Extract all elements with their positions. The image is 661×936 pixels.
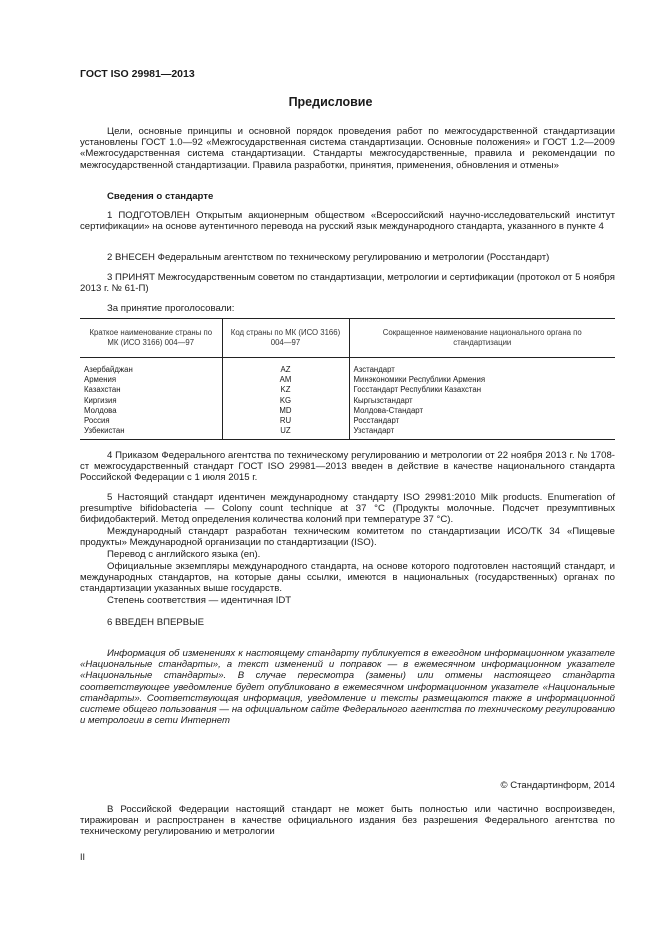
table-cell-code: AZ [222,358,349,376]
table-row [80,358,615,376]
table-cell-code: RU [222,416,349,426]
table-header-code: Код страны по МК (ИСО 3166) 004—97 [222,319,349,358]
table-cell-code: UZ [222,426,349,440]
table-cell-agency: Узстандарт [349,426,615,440]
item-1: 1 ПОДГОТОВЛЕН Открытым акционерным обществом «Всероссийский научно-исследовательский институт сертификации» на основе аутентичного перевода на русский язык международного стандарта, указанного в пункте 4 [80,210,615,233]
item-5-official-copies: Официальные экземпляры международного стандарта, на основе которого подготовлен настоящий стандарт, и международных стандартов, на которые даны ссылки, имеются в национальных (государственных) органах по стандартизации указанных выше государств. [80,561,615,595]
table-row [80,375,615,385]
table-cell-code: AM [222,375,349,385]
item-5: 5 Настоящий стандарт идентичен международному стандарту ISO 29981:2010 Milk products. Enumeration of presumptive bifidobacteria — Colony count technique at 37 °C (Продукты молочные. Подсчет презумптивных бифидобактерий. Метод определения количества колоний при температуре 37 °С). [80,492,615,526]
item-5-translation: Перевод с английского языка (en). [107,549,261,560]
table-header-agency: Сокращенное наименование национального органа по стандартизации [349,319,615,358]
item-6: 6 ВВЕДЕН ВПЕРВЫЕ [107,617,205,628]
voted-label: За принятие проголосовали: [107,303,235,314]
intro-paragraph: Цели, основные принципы и основной порядок проведения работ по межгосударственной стандартизации установлены ГОСТ 1.0—92 «Межгосударственная система стандартизации. Основные положения» и ГОСТ 1.2—2009 «Межгосударственная система стандартизации. Стандарты межгосударственные, правила и рекомендации по межгосударственной стандартизации. Правила разработки, принятия, применения, обновления и отмены» [80,126,615,171]
table-cell-agency: Минэкономики Республики Армения [349,375,615,385]
section-subtitle: Сведения о стандарте [107,191,214,202]
table-cell-code: KG [222,396,349,406]
table-header-country: Краткое наименование страны по МК (ИСО 3166) 004—97 [80,319,222,358]
countries-table [80,318,615,440]
table-cell-country: Молдова [84,405,117,415]
table-cell-country: Узбекистан [80,426,222,440]
table-row [80,416,615,426]
table-header-row [80,319,615,358]
table-cell-agency: Молдова-Стандарт [349,406,615,416]
table-cell-agency: Росстандарт [349,416,615,426]
item-4: 4 Приказом Федерального агентства по техническому регулированию и метрологии от 22 ноября 2013 г. № 1708-ст межгосударственный стандарт ГОСТ ISO 29981—2013 введен в действие в качестве национального стандарта Российской Федерации с 1 июля 2015 г. [80,450,615,484]
table-cell-code: MD [222,406,349,416]
table-cell-country: Азербайджан [84,365,133,374]
table-row [80,426,615,440]
item-2: 2 ВНЕСЕН Федеральным агентством по техническому регулированию и метрологии (Росстандарт) [107,252,550,263]
table-cell-agency: Кыргызстандарт [349,396,615,406]
table-cell-agency: Азстандарт [349,358,615,376]
table-cell-code: KZ [222,385,349,395]
item-5-committee: Международный стандарт разработан техническим комитетом по стандартизации ИСО/ТК 34 «Пищевые продукты» Международной организации по стандартизации (ISO). [80,526,615,549]
table-cell-country: Россия [84,416,110,426]
table-cell-agency: Госстандарт Республики Казахстан [349,385,615,395]
document-header: ГОСТ ISO 29981—2013 [80,68,195,80]
rights-paragraph: В Российской Федерации настоящий стандарт не может быть полностью или частично воспроизведен, тиражирован и распространен в качестве официального издания без разрешения Федерального агентства по техническому регулированию и метрологии [80,804,615,838]
notice-paragraph: Информация об изменениях к настоящему стандарту публикуется в ежегодном информационном указателе «Национальные стандарты», а текст изменений и поправок — в ежемесячном информационном указателе «Национальные стандарты». В случае пересмотра (замены) или отмены настоящего стандарта соответствующее уведомление будет опубликовано в ежемесячном информационном указателе «Национальные стандарты». Соответствующая информация, уведомление и тексты размещаются также в информационной системе общего пользования — на официальном сайте Федерального агентства по техническому регулированию и метрологии в сети Интернет [80,648,615,727]
copyright: © Стандартинформ, 2014 [500,780,615,791]
table-row [80,385,615,395]
table-row [80,406,615,416]
table-cell-country: Армения [84,375,117,385]
page-title: Предисловие [288,95,373,109]
item-3: 3 ПРИНЯТ Межгосударственным советом по стандартизации, метрологии и сертификации (протокол от 5 ноября 2013 г. № 61-П) [80,272,615,295]
table-row [80,396,615,406]
page-number: II [80,852,86,862]
table-cell-country: Казахстан [84,385,121,395]
table-cell-country: Киргизия [84,395,117,405]
item-5-conformity: Степень соответствия — идентичная IDT [107,595,292,606]
